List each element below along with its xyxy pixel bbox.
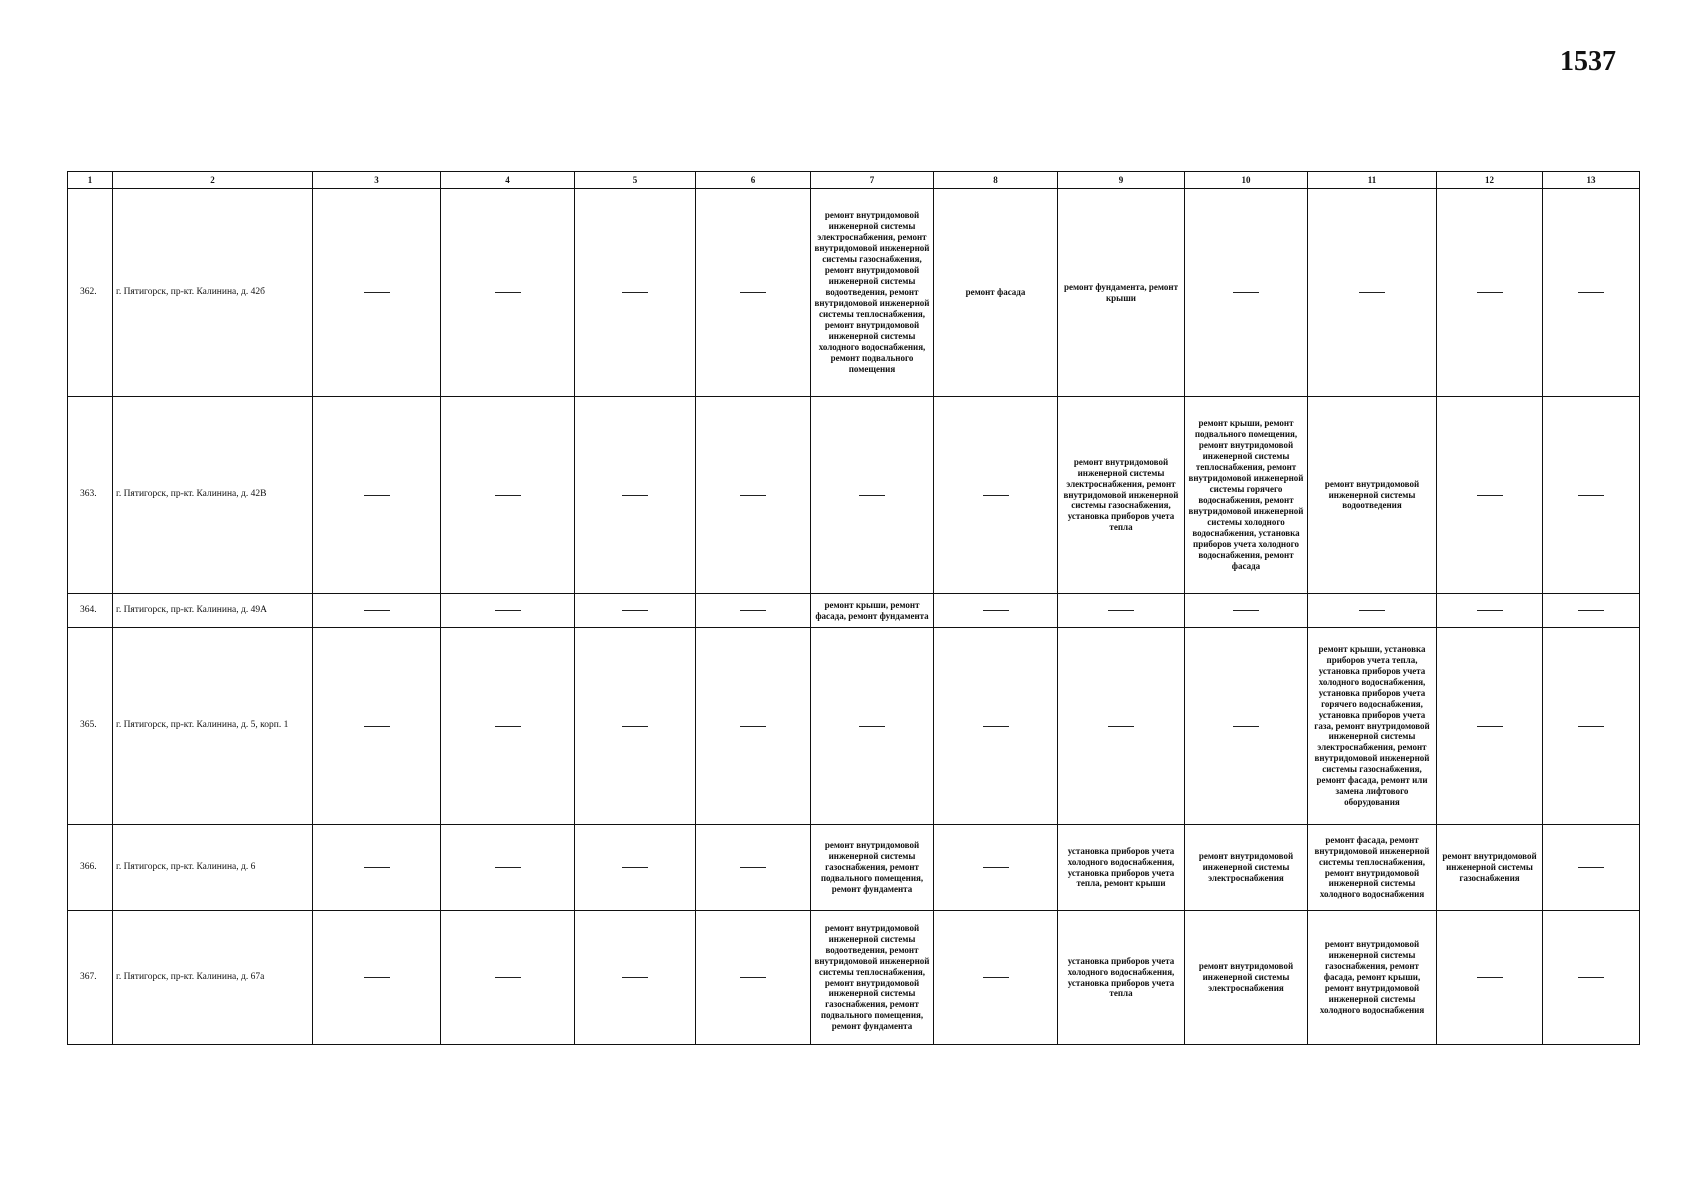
dash-mark bbox=[622, 495, 648, 496]
work-cell-col-3 bbox=[313, 594, 441, 628]
dash-mark bbox=[1578, 495, 1604, 496]
address-cell: г. Пятигорск, пр-кт. Калинина, д. 42В bbox=[113, 397, 313, 594]
work-cell-col-5 bbox=[575, 911, 696, 1045]
column-number-1: 1 bbox=[68, 172, 113, 189]
work-cell-col-5 bbox=[575, 825, 696, 911]
dash-mark bbox=[364, 977, 390, 978]
work-cell-col-5 bbox=[575, 594, 696, 628]
dash-mark bbox=[740, 495, 766, 496]
work-cell-col-8 bbox=[934, 397, 1058, 594]
column-number-4: 4 bbox=[441, 172, 575, 189]
column-number-11: 11 bbox=[1308, 172, 1437, 189]
work-cell-col-6 bbox=[696, 397, 811, 594]
work-cell-col-7: ремонт внутридомовой инженерной системы электроснабжения, ремонт внутридомовой инженерной системы газоснабжения, ремонт внутридомовой инженерной системы водоотведения, ремонт внутридомовой инженерной системы теплоснабжения, ремонт внутридомовой инженерной системы холодного водоснабжения, ремонт подвального помещения bbox=[811, 189, 934, 397]
dash-mark bbox=[740, 867, 766, 868]
work-cell-col-13 bbox=[1543, 397, 1640, 594]
work-cell-col-13 bbox=[1543, 911, 1640, 1045]
dash-mark bbox=[495, 977, 521, 978]
column-number-10: 10 bbox=[1185, 172, 1308, 189]
dash-mark bbox=[1477, 977, 1503, 978]
dash-mark bbox=[622, 977, 648, 978]
table-row bbox=[68, 911, 1640, 1045]
work-cell-col-4 bbox=[441, 594, 575, 628]
work-cell-col-9: установка приборов учета холодного водоснабжения, установка приборов учета тепла, ремонт крыши bbox=[1058, 825, 1185, 911]
work-cell-col-6 bbox=[696, 825, 811, 911]
table-row bbox=[68, 594, 1640, 628]
dash-mark bbox=[364, 726, 390, 727]
dash-mark bbox=[1233, 292, 1259, 293]
dash-mark bbox=[495, 292, 521, 293]
work-cell-col-9 bbox=[1058, 628, 1185, 825]
row-number: 362. bbox=[68, 189, 113, 397]
work-cell-col-6 bbox=[696, 594, 811, 628]
dash-mark bbox=[740, 726, 766, 727]
dash-mark bbox=[622, 726, 648, 727]
work-cell-col-10: ремонт внутридомовой инженерной системы электроснабжения bbox=[1185, 825, 1308, 911]
column-number-9: 9 bbox=[1058, 172, 1185, 189]
dash-mark bbox=[1108, 610, 1134, 611]
work-cell-col-13 bbox=[1543, 594, 1640, 628]
work-cell-col-6 bbox=[696, 189, 811, 397]
work-cell-col-7: ремонт крыши, ремонт фасада, ремонт фундамента bbox=[811, 594, 934, 628]
address-cell: г. Пятигорск, пр-кт. Калинина, д. 42б bbox=[113, 189, 313, 397]
row-number: 365. bbox=[68, 628, 113, 825]
work-cell-col-3 bbox=[313, 397, 441, 594]
work-cell-col-7 bbox=[811, 628, 934, 825]
dash-mark bbox=[1477, 610, 1503, 611]
column-number-3: 3 bbox=[313, 172, 441, 189]
work-cell-col-6 bbox=[696, 911, 811, 1045]
work-cell-col-13 bbox=[1543, 825, 1640, 911]
work-cell-col-11: ремонт фасада, ремонт внутридомовой инженерной системы теплоснабжения, ремонт внутридомовой инженерной системы холодного водоснабжения bbox=[1308, 825, 1437, 911]
table-body bbox=[68, 172, 1640, 1045]
dash-mark bbox=[495, 726, 521, 727]
work-cell-col-12 bbox=[1437, 189, 1543, 397]
work-cell-col-4 bbox=[441, 189, 575, 397]
dash-mark bbox=[983, 867, 1009, 868]
work-cell-col-11: ремонт внутридомовой инженерной системы водоотведения bbox=[1308, 397, 1437, 594]
dash-mark bbox=[364, 495, 390, 496]
work-cell-col-10 bbox=[1185, 189, 1308, 397]
dash-mark bbox=[495, 867, 521, 868]
work-cell-col-9: ремонт внутридомовой инженерной системы электроснабжения, ремонт внутридомовой инженерной системы газоснабжения, установка приборов учета тепла bbox=[1058, 397, 1185, 594]
dash-mark bbox=[495, 495, 521, 496]
work-cell-col-3 bbox=[313, 189, 441, 397]
dash-mark bbox=[983, 977, 1009, 978]
address-cell: г. Пятигорск, пр-кт. Калинина, д. 67а bbox=[113, 911, 313, 1045]
dash-mark bbox=[1359, 292, 1385, 293]
address-cell: г. Пятигорск, пр-кт. Калинина, д. 6 bbox=[113, 825, 313, 911]
repair-schedule-table bbox=[67, 171, 1640, 1045]
work-cell-col-13 bbox=[1543, 628, 1640, 825]
dash-mark bbox=[983, 726, 1009, 727]
work-cell-col-4 bbox=[441, 911, 575, 1045]
work-cell-col-7 bbox=[811, 397, 934, 594]
dash-mark bbox=[364, 292, 390, 293]
dash-mark bbox=[1578, 977, 1604, 978]
work-cell-col-10: ремонт внутридомовой инженерной системы электроснабжения bbox=[1185, 911, 1308, 1045]
dash-mark bbox=[622, 867, 648, 868]
work-cell-col-11 bbox=[1308, 189, 1437, 397]
work-cell-col-10 bbox=[1185, 594, 1308, 628]
work-cell-col-9: установка приборов учета холодного водоснабжения, установка приборов учета тепла bbox=[1058, 911, 1185, 1045]
dash-mark bbox=[495, 610, 521, 611]
work-cell-col-8 bbox=[934, 911, 1058, 1045]
work-cell-col-9: ремонт фундамента, ремонт крыши bbox=[1058, 189, 1185, 397]
dash-mark bbox=[1233, 726, 1259, 727]
table-row bbox=[68, 189, 1640, 397]
work-cell-col-6 bbox=[696, 628, 811, 825]
dash-mark bbox=[859, 495, 885, 496]
dash-mark bbox=[1359, 610, 1385, 611]
work-cell-col-12 bbox=[1437, 628, 1543, 825]
table-row bbox=[68, 825, 1640, 911]
work-cell-col-3 bbox=[313, 825, 441, 911]
dash-mark bbox=[1233, 610, 1259, 611]
dash-mark bbox=[859, 726, 885, 727]
dash-mark bbox=[983, 495, 1009, 496]
dash-mark bbox=[740, 977, 766, 978]
work-cell-col-7: ремонт внутридомовой инженерной системы газоснабжения, ремонт подвального помещения, ремонт фундамента bbox=[811, 825, 934, 911]
work-cell-col-8 bbox=[934, 594, 1058, 628]
work-cell-col-5 bbox=[575, 628, 696, 825]
work-cell-col-5 bbox=[575, 397, 696, 594]
column-number-6: 6 bbox=[696, 172, 811, 189]
work-cell-col-9 bbox=[1058, 594, 1185, 628]
dash-mark bbox=[622, 610, 648, 611]
table-row bbox=[68, 397, 1640, 594]
work-cell-col-12 bbox=[1437, 594, 1543, 628]
dash-mark bbox=[364, 610, 390, 611]
work-cell-col-8 bbox=[934, 628, 1058, 825]
work-cell-col-3 bbox=[313, 628, 441, 825]
work-cell-col-12: ремонт внутридомовой инженерной системы газоснабжения bbox=[1437, 825, 1543, 911]
column-number-5: 5 bbox=[575, 172, 696, 189]
work-cell-col-4 bbox=[441, 825, 575, 911]
dash-mark bbox=[1477, 495, 1503, 496]
work-cell-col-10: ремонт крыши, ремонт подвального помещения, ремонт внутридомовой инженерной системы теплоснабжения, ремонт внутридомовой инженерной системы горячего водоснабжения, ремонт внутридомовой инженерной системы холодного водоснабжения, установка приборов учета холодного водоснабжения, ремонт фасада bbox=[1185, 397, 1308, 594]
dash-mark bbox=[1578, 610, 1604, 611]
dash-mark bbox=[1108, 726, 1134, 727]
dash-mark bbox=[1578, 867, 1604, 868]
work-cell-col-12 bbox=[1437, 397, 1543, 594]
work-cell-col-4 bbox=[441, 397, 575, 594]
address-cell: г. Пятигорск, пр-кт. Калинина, д. 49А bbox=[113, 594, 313, 628]
work-cell-col-5 bbox=[575, 189, 696, 397]
dash-mark bbox=[1477, 292, 1503, 293]
address-cell: г. Пятигорск, пр-кт. Калинина, д. 5, корп. 1 bbox=[113, 628, 313, 825]
column-number-12: 12 bbox=[1437, 172, 1543, 189]
column-number-13: 13 bbox=[1543, 172, 1640, 189]
work-cell-col-8: ремонт фасада bbox=[934, 189, 1058, 397]
dash-mark bbox=[983, 610, 1009, 611]
work-cell-col-3 bbox=[313, 911, 441, 1045]
dash-mark bbox=[1578, 292, 1604, 293]
column-number-row bbox=[68, 172, 1640, 189]
work-cell-col-4 bbox=[441, 628, 575, 825]
dash-mark bbox=[364, 867, 390, 868]
work-cell-col-12 bbox=[1437, 911, 1543, 1045]
dash-mark bbox=[740, 292, 766, 293]
row-number: 364. bbox=[68, 594, 113, 628]
page-number: 1537 bbox=[1560, 46, 1616, 77]
row-number: 367. bbox=[68, 911, 113, 1045]
column-number-8: 8 bbox=[934, 172, 1058, 189]
dash-mark bbox=[1477, 726, 1503, 727]
row-number: 366. bbox=[68, 825, 113, 911]
dash-mark bbox=[1578, 726, 1604, 727]
table-row bbox=[68, 628, 1640, 825]
row-number: 363. bbox=[68, 397, 113, 594]
column-number-2: 2 bbox=[113, 172, 313, 189]
work-cell-col-7: ремонт внутридомовой инженерной системы водоотведения, ремонт внутридомовой инженерной системы теплоснабжения, ремонт внутридомовой инженерной системы газоснабжения, ремонт подвального помещения, ремонт фундамента bbox=[811, 911, 934, 1045]
work-cell-col-11: ремонт внутридомовой инженерной системы газоснабжения, ремонт фасада, ремонт крыши, ремонт внутридомовой инженерной системы холодного водоснабжения bbox=[1308, 911, 1437, 1045]
work-cell-col-11: ремонт крыши, установка приборов учета тепла, установка приборов учета холодного водоснабжения, установка приборов учета горячего водоснабжения, установка приборов учета газа, ремонт внутридомовой инженерной системы электроснабжения, ремонт внутридомовой инженерной системы газоснабжения, ремонт фасада, ремонт или замена лифтового оборудования bbox=[1308, 628, 1437, 825]
work-cell-col-11 bbox=[1308, 594, 1437, 628]
dash-mark bbox=[622, 292, 648, 293]
work-cell-col-10 bbox=[1185, 628, 1308, 825]
work-cell-col-8 bbox=[934, 825, 1058, 911]
dash-mark bbox=[740, 610, 766, 611]
work-cell-col-13 bbox=[1543, 189, 1640, 397]
column-number-7: 7 bbox=[811, 172, 934, 189]
